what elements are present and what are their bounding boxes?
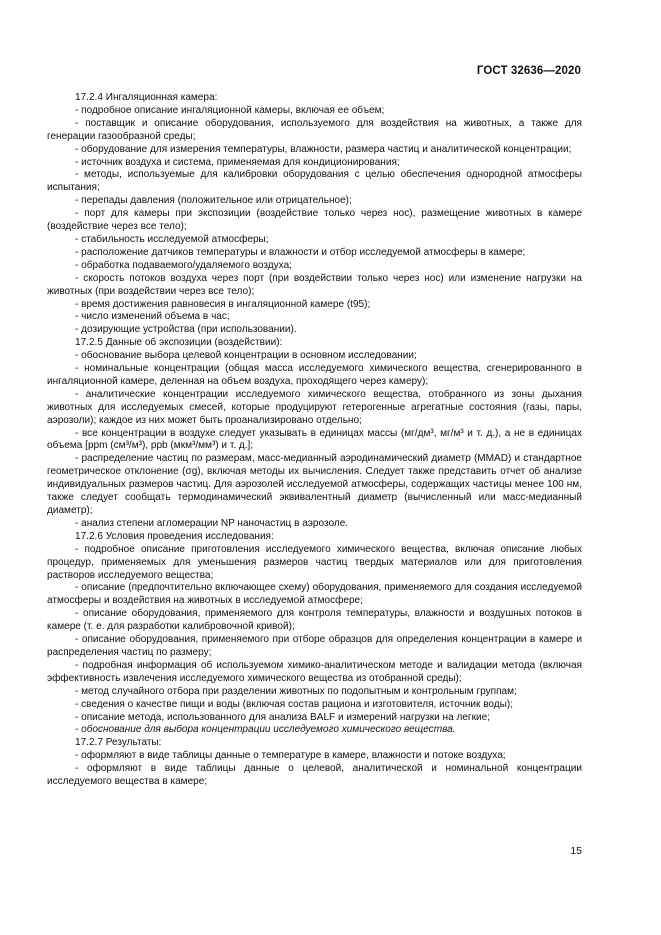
list-item: - распределение частиц по размерам, масс-медианный аэродинамический диаметр (MMAD) и стандартное геометрическое отклонение (σg), включая методы их вычисления. Следует также представить отчет об анализе индивидуальных размеров частиц. Для аэрозолей исследуемой атмосферы, содержащих частицы менее 100 нм, также следует сообщать термодинамический эквивалентный диаметр (вычисленный или масс-медианный диаметр); xyxy=(47,453,582,516)
list-item: - оборудование для измерения температуры, влажности, размера частиц и аналитической концентрации; xyxy=(75,143,572,155)
list-item: - подробная информация об используемом химико-аналитическом методе и валидации метода (включая эффективность извлечения исследуемого химического вещества из отобранной среды); xyxy=(47,659,582,684)
list-item: - номинальные концентрации (общая масса исследуемого химического вещества, сгенерированного в ингаляционной камере, деленная на объем воздуха, проходящего через камеру); xyxy=(47,363,582,387)
section-heading: 17.2.4 Ингаляционная камера: xyxy=(75,92,218,103)
list-item: - описание оборудования, применяемого при отборе образцов для определения концентрации в камере и распределения частиц по размеру; xyxy=(47,634,582,658)
list-item: - метод случайного отбора при разделении животных по подопытным и контрольным группам; xyxy=(75,685,517,697)
list-item: - источник воздуха и система, применяемая для кондиционирования; xyxy=(75,156,400,168)
list-item: - время достижения равновесия в ингаляционной камере (t95); xyxy=(75,298,371,310)
document-body xyxy=(47,92,582,789)
document-id: ГОСТ 32636—2020 xyxy=(476,65,581,77)
list-item: - дозирующие устройства (при использовании). xyxy=(75,324,297,336)
list-item: - оформляют в виде таблицы данные о температуре в камере, влажности и потоке воздуха; xyxy=(75,750,506,762)
list-item: - сведения о качестве пищи и воды (включая состав рациона и изготовителя, источник воды); xyxy=(75,698,514,710)
list-item: - методы, используемые для калибровки оборудования с целью обеспечения однородной атмосферы испытания; xyxy=(47,169,582,194)
section-heading: 17.2.6 Условия проведения исследования: xyxy=(75,530,274,542)
list-item: - аналитические концентрации исследуемого химического вещества, отобранного из зоны дыхания животных для исследуемых смесей, которые продуцируют гетерогенные агрегатные состояния (газы, пары, аэрозоли); каждое из них может быть проанализировано отдельно; xyxy=(47,388,582,426)
list-item: - подробное описание приготовления исследуемого химического вещества, включая описание любых процедур, применяемых для уменьшения размеров частиц твердых материалов или для приготовления растворов исследуемого вещества; xyxy=(47,543,582,581)
section-heading: 17.2.5 Данные об экспозиции (воздействии): xyxy=(75,337,283,349)
list-item: - порт для камеры при экспозиции (воздействие только через нос), размещение животных в камере (воздействие через все тело); xyxy=(47,208,582,233)
list-item: - описание оборудования, применяемого для контроля температуры, влажности и воздушных потоков в камере (т. е. для разработки калибровочной кривой); xyxy=(47,608,582,633)
list-item: - перепады давления (положительное или отрицательное); xyxy=(75,195,352,207)
list-item: - подробное описание ингаляционной камеры, включая ее объем; xyxy=(75,104,385,116)
list-item: - расположение датчиков температуры и влажности и отбор исследуемой атмосферы в камере; xyxy=(75,246,526,258)
list-item: - все концентрации в воздухе следует указывать в единицах массы (мг/дм³, мг/м³ и т. д.), а не в единицах объема [ppm (см³/м³), ppb (мкм³/мм³) и т. д.]; xyxy=(47,427,582,452)
page-number: 15 xyxy=(570,845,582,857)
list-item: - оформляют в виде таблицы данные о целевой, аналитической и номинальной концентрации исследуемого вещества в камере; xyxy=(47,763,582,788)
list-item: - обоснование для выбора концентрации исследуемого химического вещества. xyxy=(75,724,456,736)
section-heading: 17.2.7 Результаты: xyxy=(75,737,162,749)
list-item: - стабильность исследуемой атмосферы; xyxy=(75,233,269,245)
list-item: - описание (предпочтительно включающее схему) оборудования, применяемого для создания исследуемой атмосферы и воздействия на животных в исследуемой атмосфере; xyxy=(47,582,582,607)
list-item: - поставщик и описание оборудования, используемого для воздействия на животных, а также для генерации газообразной среды; xyxy=(47,117,582,142)
list-item: - обоснование выбора целевой концентрации в основном исследовании; xyxy=(75,350,417,362)
list-item: - скорость потоков воздуха через порт (при воздействии только через нос) или изменение нагрузки на животных (при воздействии через все тело); xyxy=(47,272,582,297)
list-item: - обработка подаваемого/удаляемого воздуха; xyxy=(75,259,292,271)
list-item: - анализ степени агломерации NP наночастиц в аэрозоле. xyxy=(75,517,349,529)
list-item: - описание метода, использованного для анализа BALF и измерений нагрузки на легкие; xyxy=(75,711,490,723)
list-item: - число изменений объема в час; xyxy=(75,311,230,323)
